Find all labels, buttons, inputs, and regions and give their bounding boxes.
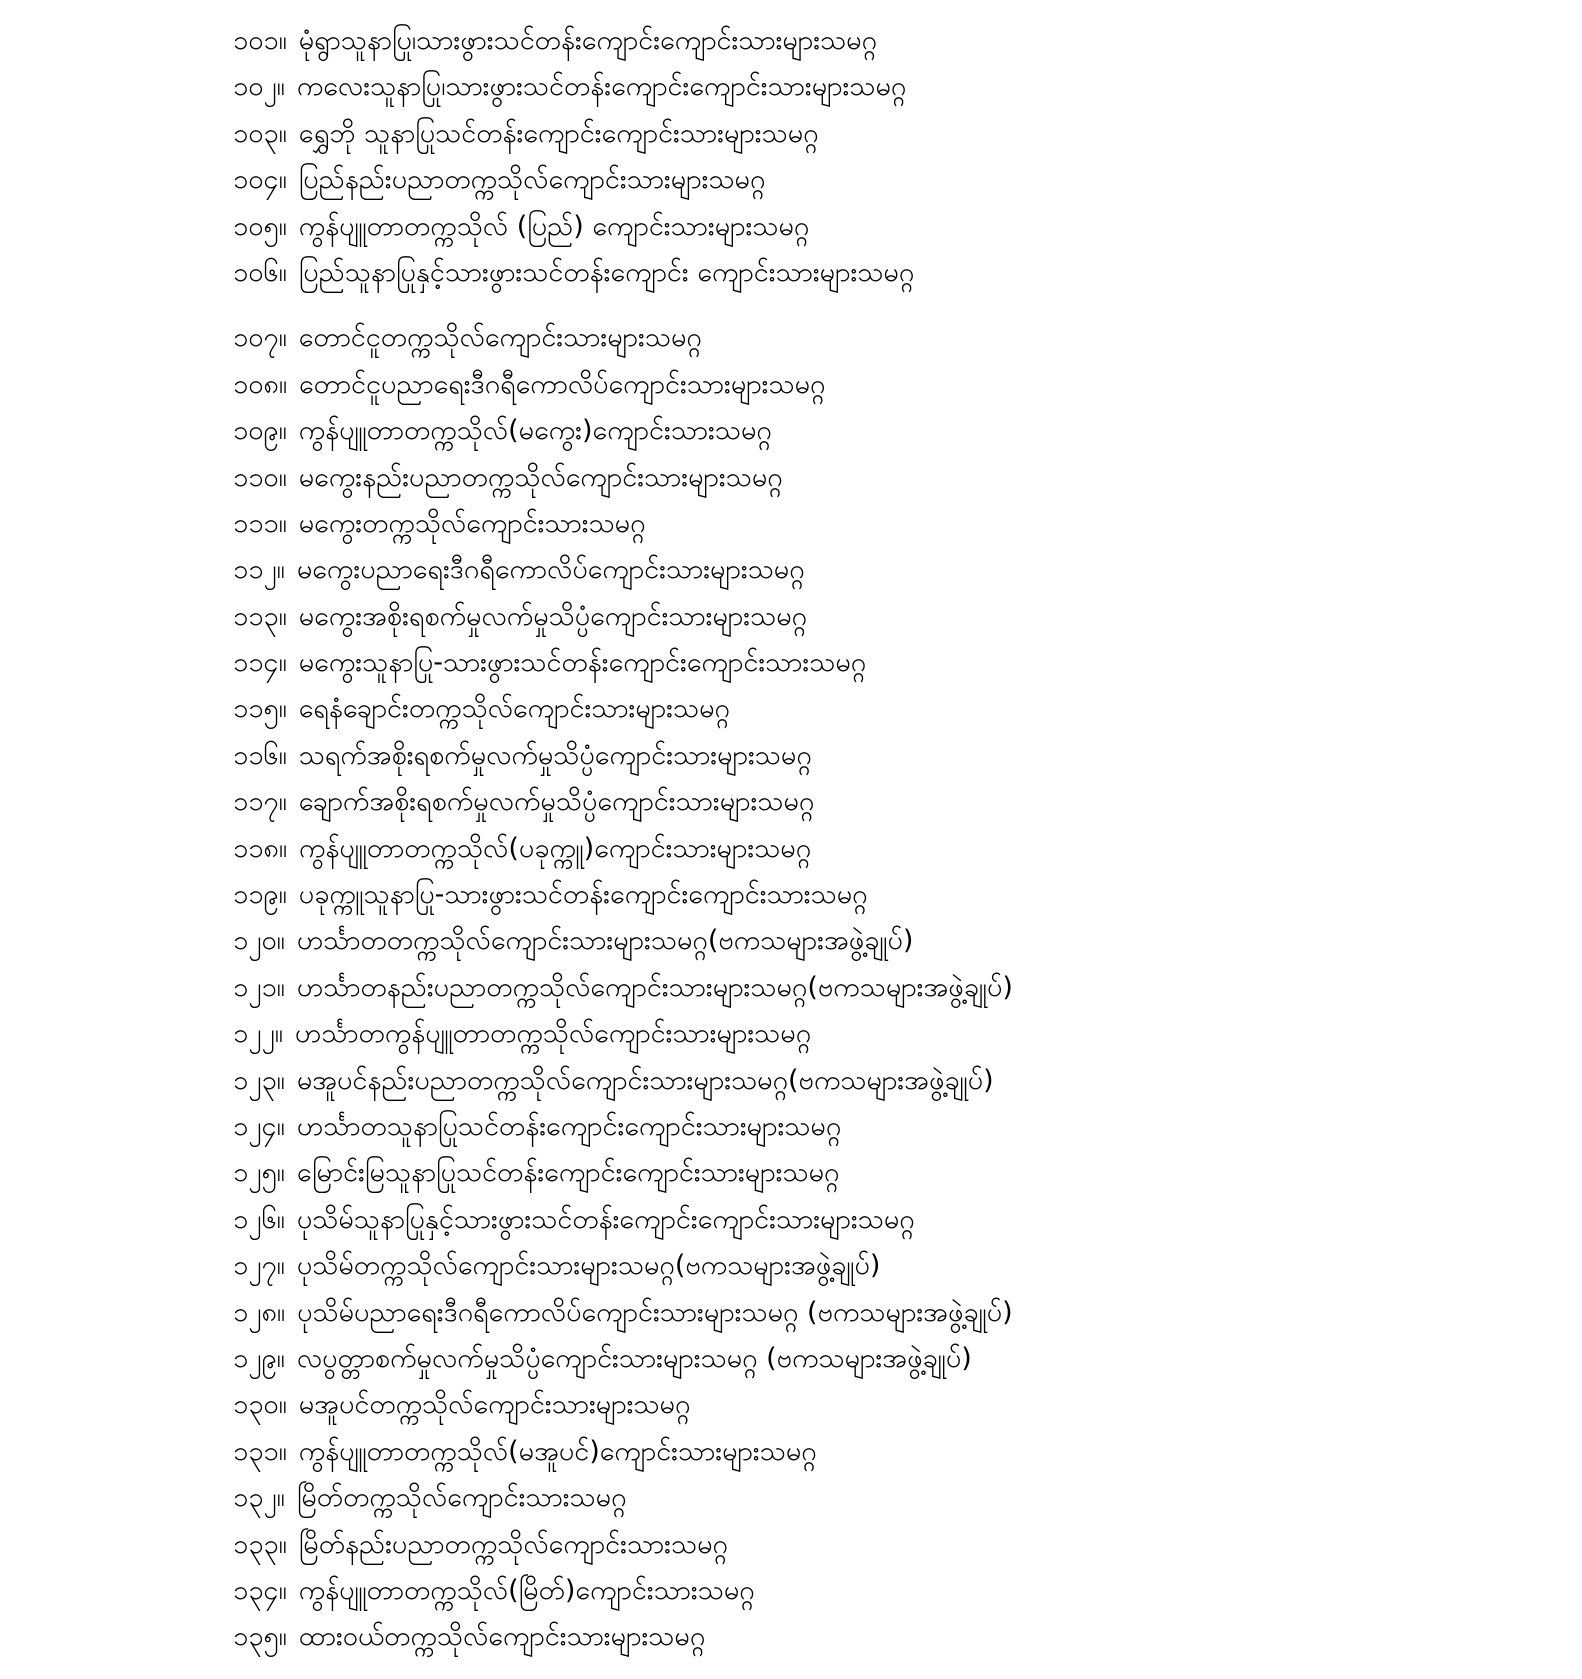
item-number: ၁၀၄ bbox=[233, 164, 279, 196]
item-number: ၁၀၉ bbox=[233, 415, 279, 447]
list-item bbox=[233, 594, 1533, 640]
item-number: ၁၂၆ bbox=[233, 1203, 277, 1235]
item-separator: ။ bbox=[278, 1389, 287, 1421]
item-separator: ။ bbox=[278, 1574, 287, 1606]
item-separator: ။ bbox=[278, 322, 287, 354]
item-separator: ။ bbox=[276, 1203, 285, 1235]
item-text: ဟင်္သာတသူနာပြုသင်တန်းကျောင်းကျောင်းသားများသမဂ္ဂ bbox=[296, 1110, 842, 1142]
item-number: ၁၁၇ bbox=[233, 786, 279, 818]
list-item bbox=[233, 1104, 1533, 1150]
item-text: ချောက်အစိုးရစက်မှုလက်မှုသိပ္ပံကျောင်းသားများသမဂ္ဂ bbox=[298, 786, 815, 818]
item-text: တောင်ငူပညာရေးဒီဂရီကောလိပ်ကျောင်းသားများသမဂ္ဂ bbox=[299, 368, 826, 400]
item-text: မကွေးနည်းပညာတက္ကသိုလ်ကျောင်းသားများသမဂ္ဂ bbox=[298, 461, 783, 493]
list-item bbox=[233, 250, 1533, 296]
item-text: ထားဝယ်တက္ကသိုလ်ကျောင်းသားများသမဂ္ဂ bbox=[298, 1621, 706, 1653]
item-number: ၁၂၈ bbox=[233, 1296, 277, 1328]
list-item bbox=[233, 362, 1533, 408]
item-text: မုံရွာသူနာပြု၊သားဖွားသင်တန်းကျောင်းကျောင်းသားများသမဂ္ဂ bbox=[298, 25, 878, 56]
item-number: ၁၂၉ bbox=[233, 1342, 277, 1374]
item-separator: ။ bbox=[278, 25, 287, 56]
item-text: ကွန်ပျူတာတက္ကသိုလ်(မြိတ်)ကျောင်းသားသမဂ္ဂ bbox=[298, 1574, 755, 1606]
item-separator: ။ bbox=[278, 693, 287, 725]
item-separator: ။ bbox=[276, 1342, 285, 1374]
list-item bbox=[233, 1522, 1533, 1568]
list-item bbox=[233, 1568, 1533, 1614]
item-separator: ။ bbox=[278, 164, 287, 196]
item-separator: ။ bbox=[278, 461, 287, 493]
item-separator: ။ bbox=[278, 832, 287, 864]
item-number: ၁၀၃ bbox=[233, 117, 279, 149]
list-item bbox=[233, 1614, 1533, 1660]
item-text: မကွေးသူနာပြု-သားဖွားသင်တန်းကျောင်းကျောင်းသားသမဂ္ဂ bbox=[298, 647, 867, 679]
item-text: မြိတ်တက္ကသိုလ်ကျောင်းသားသမဂ္ဂ bbox=[296, 1482, 627, 1514]
item-separator: ။ bbox=[278, 507, 287, 539]
item-number: ၁၃၁ bbox=[233, 1435, 279, 1467]
item-number: ၁၀၅ bbox=[233, 210, 279, 242]
item-number: ၁၁၉ bbox=[233, 879, 279, 911]
list-item bbox=[233, 1429, 1533, 1475]
item-number: ၁၃၀ bbox=[233, 1389, 279, 1421]
list-item bbox=[233, 1150, 1533, 1196]
list-item bbox=[233, 1336, 1533, 1382]
list-item bbox=[233, 1197, 1533, 1243]
item-separator: ။ bbox=[274, 1018, 283, 1050]
item-text: ကလေးသူနာပြု၊သားဖွားသင်တန်းကျောင်းကျောင်းသားများသမဂ္ဂ bbox=[296, 71, 907, 103]
union-list bbox=[233, 18, 1533, 1661]
list-item bbox=[233, 1058, 1533, 1104]
item-separator: ။ bbox=[276, 1157, 285, 1189]
item-separator: ။ bbox=[276, 1296, 286, 1328]
list-item bbox=[233, 640, 1533, 686]
list-item bbox=[233, 111, 1533, 157]
item-text: ဟင်္သာတတက္ကသိုလ်ကျောင်းသားများသမဂ္ဂ(ဗကသများအဖွဲ့ချုပ်) bbox=[296, 925, 914, 957]
item-number: ၁၀၂ bbox=[233, 71, 277, 103]
item-text: မအူပင်နည်းပညာတက္ကသိုလ်ကျောင်းသားများသမဂ္ဂ(ဗကသများအဖွဲ့ချုပ်) bbox=[296, 1064, 994, 1096]
item-separator: ။ bbox=[278, 1621, 287, 1653]
list-item bbox=[233, 157, 1533, 203]
item-text: ဟင်္သာတကွန်ပျူတာတက္ကသိုလ်ကျောင်းသားများသမဂ္ဂ bbox=[294, 1018, 812, 1050]
item-separator: ။ bbox=[276, 925, 285, 957]
item-number: ၁၂၂ bbox=[233, 1018, 275, 1050]
list-item bbox=[233, 204, 1533, 250]
item-number: ၁၁၈ bbox=[233, 832, 279, 864]
item-separator: ။ bbox=[278, 256, 287, 288]
item-text: သရက်အစိုးရစက်မှုလက်မှုသိပ္ပံကျောင်းသားများသမဂ္ဂ bbox=[298, 739, 812, 771]
list-item bbox=[233, 1382, 1533, 1428]
item-text: မကွေးတက္ကသိုလ်ကျောင်းသားသမဂ္ဂ bbox=[298, 507, 646, 539]
item-text: ပုသိမ်ပညာရေးဒီဂရီကောလိပ်ကျောင်းသားများသမဂ္ဂ (ဗကသများအဖွဲ့ချုပ်) bbox=[297, 1296, 1013, 1328]
item-number: ၁၂၁ bbox=[233, 971, 277, 1003]
item-text: မအူပင်တက္ကသိုလ်ကျောင်းသားများသမဂ္ဂ bbox=[298, 1389, 691, 1421]
item-separator: ။ bbox=[278, 739, 287, 771]
item-text: ကွန်ပျူတာတက္ကသိုလ်(ပခုက္ကူ)ကျောင်းသားများသမဂ္ဂ bbox=[299, 832, 812, 864]
item-separator: ။ bbox=[278, 647, 287, 679]
item-separator: ။ bbox=[278, 786, 287, 818]
list-item bbox=[233, 1243, 1533, 1289]
item-text: မကွေးပညာရေးဒီဂရီကောလိပ်ကျောင်းသားများသမဂ္ဂ bbox=[296, 554, 805, 586]
item-number: ၁၀၈ bbox=[233, 368, 279, 400]
item-text: မြိတ်နည်းပညာတက္ကသိုလ်ကျောင်းသားသမဂ္ဂ bbox=[298, 1528, 728, 1560]
item-separator: ။ bbox=[278, 879, 287, 911]
list-item bbox=[233, 686, 1533, 732]
item-separator: ။ bbox=[278, 210, 287, 242]
item-number: ၁၃၂ bbox=[233, 1482, 277, 1514]
item-text: တောင်ငူတက္ကသိုလ်ကျောင်းသားများသမဂ္ဂ bbox=[298, 322, 702, 354]
list-item bbox=[233, 733, 1533, 779]
item-text: ရွှေဘို သူနာပြုသင်တန်းကျောင်းကျောင်းသားများသမဂ္ဂ bbox=[298, 117, 819, 149]
list-item bbox=[233, 18, 1533, 64]
item-text: ကွန်ပျူတာတက္ကသိုလ် (ပြည်) ကျောင်းသားများသမဂ္ဂ bbox=[298, 210, 810, 242]
list-item bbox=[233, 826, 1533, 872]
item-number: ၁၃၃ bbox=[233, 1528, 279, 1560]
item-separator: ။ bbox=[276, 971, 285, 1003]
item-separator: ။ bbox=[278, 368, 287, 400]
item-number: ၁၁၀ bbox=[233, 461, 279, 493]
item-separator: ။ bbox=[278, 600, 287, 632]
list-item bbox=[233, 965, 1533, 1011]
item-separator: ။ bbox=[276, 71, 285, 103]
item-number: ၁၁၄ bbox=[233, 647, 279, 679]
item-text: မြောင်းမြသူနာပြုသင်တန်းကျောင်းကျောင်းသားများသမဂ္ဂ bbox=[296, 1157, 840, 1189]
item-number: ၁၃၅ bbox=[233, 1621, 279, 1653]
list-item bbox=[233, 779, 1533, 825]
list-item bbox=[233, 1011, 1533, 1057]
item-number: ၁၃၄ bbox=[233, 1574, 279, 1606]
list-item bbox=[233, 315, 1533, 361]
item-separator: ။ bbox=[276, 1250, 285, 1282]
item-separator: ။ bbox=[276, 1110, 285, 1142]
item-number: ၁၂၄ bbox=[233, 1110, 277, 1142]
item-text: ကွန်ပျူတာတက္ကသိုလ်(မအူပင်)ကျောင်းသားများသမဂ္ဂ bbox=[298, 1435, 817, 1467]
item-number: ၁၂၇ bbox=[233, 1250, 277, 1282]
item-number: ၁၁၃ bbox=[233, 600, 279, 632]
list-item bbox=[233, 918, 1533, 964]
item-number: ၁၁၁ bbox=[233, 507, 279, 539]
list-item bbox=[233, 64, 1533, 110]
item-separator: ။ bbox=[278, 1528, 287, 1560]
item-number: ၁၀၁ bbox=[233, 25, 279, 56]
item-text: ပုသိမ်သူနာပြုနှင့်သားဖွားသင်တန်းကျောင်းကျောင်းသားများသမဂ္ဂ bbox=[296, 1203, 915, 1235]
item-number: ၁၁၂ bbox=[233, 554, 277, 586]
item-number: ၁၁၅ bbox=[233, 693, 279, 725]
list-item bbox=[233, 455, 1533, 501]
list-item bbox=[233, 501, 1533, 547]
item-number: ၁၀၆ bbox=[233, 256, 279, 288]
item-text: ပြည်သူနာပြုနှင့်သားဖွားသင်တန်းကျောင်း ကျောင်းသားများသမဂ္ဂ bbox=[298, 256, 915, 288]
item-text: ရေနံချောင်းတက္ကသိုလ်ကျောင်းသားများသမဂ္ဂ bbox=[298, 693, 730, 725]
item-number: ၁၂၀ bbox=[233, 925, 277, 957]
item-separator: ။ bbox=[276, 1482, 285, 1514]
item-text: မကွေးအစိုးရစက်မှုလက်မှုသိပ္ပံကျောင်းသားများသမဂ္ဂ bbox=[298, 600, 808, 632]
list-item bbox=[233, 547, 1533, 593]
list-item bbox=[233, 1475, 1533, 1521]
item-separator: ။ bbox=[278, 1435, 287, 1467]
item-text: ပခုက္ကူသူနာပြု-သားဖွားသင်တန်းကျောင်းကျောင်းသားသမဂ္ဂ bbox=[298, 879, 868, 911]
item-text: ပြည်နည်းပညာတက္ကသိုလ်ကျောင်းသားများသမဂ္ဂ bbox=[298, 164, 766, 196]
item-text: ပုသိမ်တက္ကသိုလ်ကျောင်းသားများသမဂ္ဂ(ဗကသများအဖွဲ့ချုပ်) bbox=[296, 1250, 881, 1282]
item-separator: ။ bbox=[276, 554, 285, 586]
list-item bbox=[233, 1290, 1533, 1336]
list-item bbox=[233, 872, 1533, 918]
item-separator: ။ bbox=[278, 415, 287, 447]
item-number: ၁၁၆ bbox=[233, 739, 279, 771]
item-number: ၁၂၅ bbox=[233, 1157, 277, 1189]
item-separator: ။ bbox=[276, 1064, 285, 1096]
item-text: လပွတ္တာစက်မှုလက်မှုသိပ္ပံကျောင်းသားများသမဂ္ဂ (ဗကသများအဖွဲ့ချုပ်) bbox=[296, 1342, 972, 1374]
item-text: ကွန်ပျူတာတက္ကသိုလ်(မကွေး)ကျောင်းသားသမဂ္ဂ bbox=[298, 415, 772, 447]
item-text: ဟင်္သာတနည်းပညာတက္ကသိုလ်ကျောင်းသားများသမဂ္ဂ(ဗကသများအဖွဲ့ချုပ်) bbox=[296, 971, 1013, 1003]
item-number: ၁၂၃ bbox=[233, 1064, 277, 1096]
list-item bbox=[233, 408, 1533, 454]
item-number: ၁၀၇ bbox=[233, 322, 279, 354]
item-separator: ။ bbox=[278, 117, 287, 149]
